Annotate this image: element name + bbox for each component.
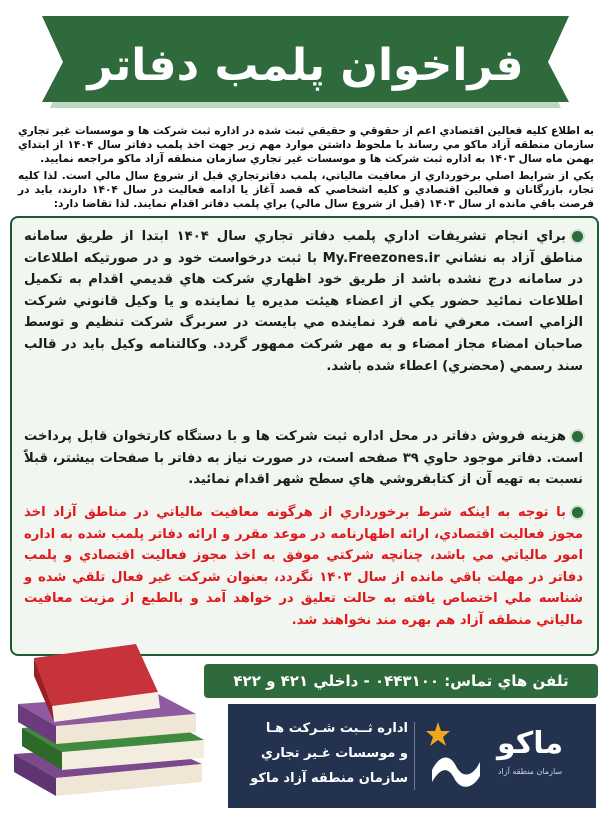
org-line-3: سازمان منطقه آزاد ماكو: [250, 771, 408, 786]
logo-wordmark: ماكو: [496, 726, 564, 761]
logo-subtitle: سازمان منطقه آزاد: [497, 767, 563, 776]
books-illustration: [8, 636, 208, 804]
instruction-item-1: [24, 226, 583, 377]
instructions-box: [10, 216, 599, 656]
intro-paragraph-1: به اطلاع كليه فعالين اقتصادي اعم از حقوقي و حقيقي ثبت شده در اداره ثبت شركت ها و موسسات غير تجاري سازمان منطقه آزاد ماكو مي رساند با ملحوظ داشتن موارد مهم زير جهت اخذ پلمب دفاتر سال ۱۴۰۴ از ابتداي بهمن ماه سال ۱۴۰۳ به اداره ثبت شركت ها و موسسات غير تجاري سازمان منطقه آزاد ماكو مراجعه نماييد.: [18, 125, 594, 166]
instruction-item-3: [24, 502, 583, 632]
bullet-icon: [572, 507, 583, 518]
phone-banner: [204, 664, 598, 698]
logo-divider: [414, 722, 415, 790]
bullet-icon: [572, 431, 583, 442]
instruction-text-1: براي انجام تشريفات اداري پلمب دفاتر تجاري سال ۱۴۰۴ ابتدا از طريق سامانه مناطق آزاد به نشاني My.Freezones.ir با ثبت درخواست خود و در صورتيكه اطلاعات در سامانه درج نشده باشد از طريق خود اظهاري شركت هاي قديمي اقدام به تكميل اطلاعات نمائيد حضور يكي از اعضاء هيئت مديره يا نماينده و يا وكيل قانوني شركت الزامي است. معرفي نامه فرد نماينده مي بايست در سربرگ شركت تنظيم و توسط صاحبان امضاء مجاز امضاء و به مهر شركت ممهور گردد. وكالتنامه وكيل بايد در قالب سند رسمي (محضري) اعطاء شده باشد.: [24, 229, 583, 374]
page-title: فراخوان پلمب دفاتر: [87, 40, 524, 91]
maku-logo-icon: [424, 720, 484, 792]
instruction-item-2: [24, 426, 583, 491]
phone-numbers: تلفن هاي تماس: ۰۴۴۳۱۰۰ - داخلي ۴۲۱ و ۴۲۲: [233, 672, 569, 690]
intro-paragraph-2: يكي از شرايط اصلي برخورداري از معافيت مالياتي، پلمب دفاترتجاري قبل از شروع سال مالي است. لذا كليه تجار، بازرگانان و فعالين اقتصادي و كليه اشخاصي كه قصد آغاز يا ادامه فعاليت در سال ۱۴۰۴ دارند، بايد در فرصت باقي مانده از سال ۱۴۰۳ (قبل از شروع سال مالي) براي پلمب دفاتر اقدام نمايند. لذا تقاضا دارد:: [18, 169, 594, 211]
intro-text: [18, 124, 594, 213]
organization-name: [238, 716, 408, 791]
bullet-icon: [572, 231, 583, 242]
footer-logo-block: [228, 704, 596, 808]
org-line-2: و موسسات غـير تجاري: [260, 746, 408, 761]
instruction-text-3: با توجه به اينكه شرط برخورداري از هرگونه معافيت مالياتي در مناطق آزاد اخذ مجوز فعاليت اقتصادي، ارائه اظهارنامه در موعد مقرر و ارائه دفاتر پلمب شده به اداره امور مالياتي مي باشد، چنانچه شركتي موفق به اخذ مجوز فعاليت اقتصادي و پلمب دفاتر در مهلت باقي مانده از سال ۱۴۰۳ نگردد، بعنوان شركت غير فعال تلقي شده و شناسه ملي اختصاص يافته به حالت تعليق در خواهد آمد و بالطبع از مزيت معافيت مالياتي منطقه آزاد هم بهره مند نخواهند شد.: [24, 505, 583, 628]
org-line-1: اداره ثــبت شـركت هـا: [265, 721, 408, 736]
books-icon: [8, 636, 208, 804]
instruction-text-2: هزينه فروش دفاتر در محل اداره ثبت شركت ها و با دستگاه كارتخوان قابل پرداخت است. دفاتر موجود حاوي ۳۹ صفحه است، در صورت نياز به دفاتر با صفحات بيشتر، قبلاً نسبت به تهيه آن از كتابفروشي هاي سطح شهر اقدام نمائيد.: [24, 429, 584, 488]
title-banner: [42, 16, 569, 116]
